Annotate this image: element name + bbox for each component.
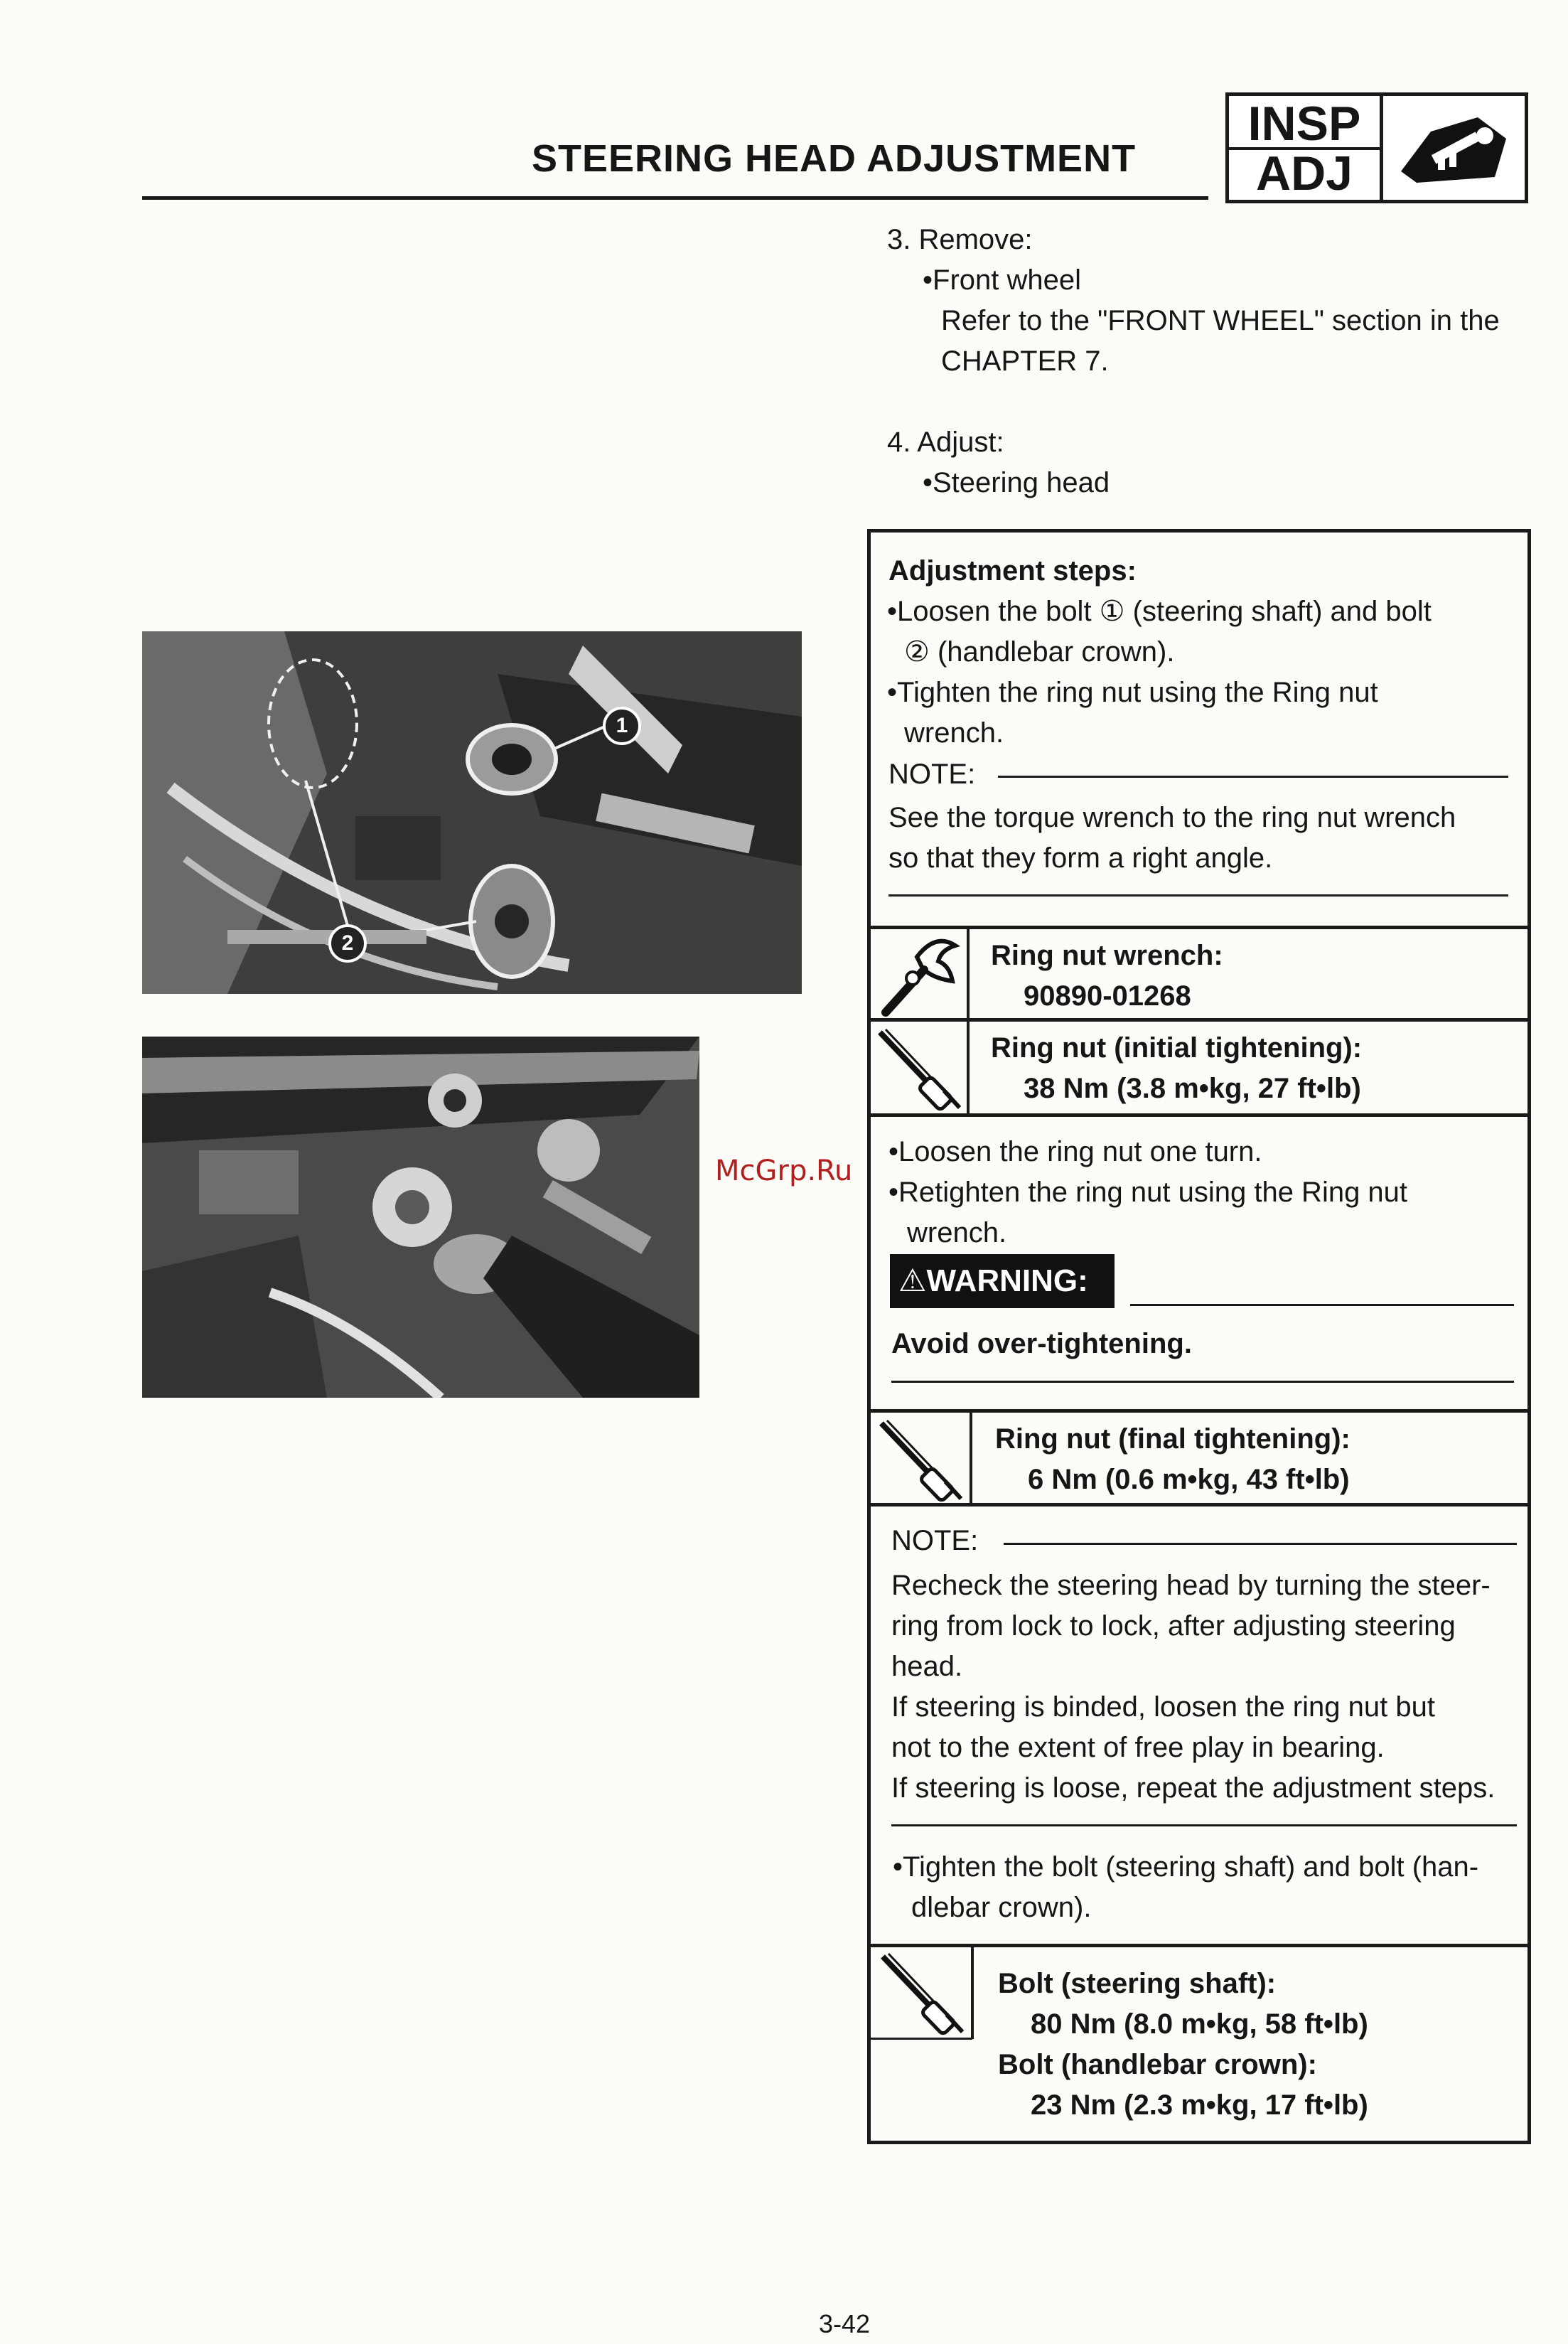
bolt-steering-shaft-label: Bolt (steering shaft): xyxy=(998,1968,1277,1999)
ring-nut-wrench-part-number: 90890-01268 xyxy=(1024,980,1191,1012)
note2-end-rule xyxy=(891,1824,1517,1826)
note-text: See the torque wrench to the ring nut wrench xyxy=(888,802,1456,833)
warning-rule xyxy=(1130,1304,1514,1306)
note-text-cont: so that they form a right angle. xyxy=(888,842,1273,874)
badge-adj: ADJ xyxy=(1255,146,1353,200)
spec-divider xyxy=(867,1018,1531,1022)
note2-line: Recheck the steering head by turning the steer- xyxy=(891,1570,1491,1601)
adjust-item: •Steering head xyxy=(923,467,1110,498)
note2-line: ring from lock to lock, after adjusting steering xyxy=(891,1610,1456,1642)
note2-line: If steering is binded, loosen the ring nut but xyxy=(891,1691,1435,1723)
note2-line: not to the extent of free play in bearing. xyxy=(891,1732,1385,1763)
note2-line: If steering is loose, repeat the adjustment steps. xyxy=(891,1772,1495,1804)
spec-divider xyxy=(867,1113,1531,1117)
adjustment-steps-title: Adjustment steps: xyxy=(888,555,1137,587)
remove-heading: 3. Remove: xyxy=(887,224,1033,255)
section-badge xyxy=(1225,92,1528,203)
torque-wrench-icon xyxy=(876,1947,968,2039)
spec-divider xyxy=(867,1503,1531,1507)
badge-divider xyxy=(1380,96,1383,200)
ring-nut-wrench-label: Ring nut wrench: xyxy=(991,940,1223,971)
step-retighten-ring-nut: •Retighten the ring nut using the Ring nut xyxy=(888,1177,1408,1208)
step-tighten-bolts-cont: dlebar crown). xyxy=(911,1892,1092,1923)
step-tighten-bolts: •Tighten the bolt (steering shaft) and bolt (han- xyxy=(893,1851,1479,1883)
step-loosen-bolts: •Loosen the bolt ① (steering shaft) and bolt xyxy=(887,596,1432,627)
badge-insp: INSP xyxy=(1229,100,1380,150)
title-rule xyxy=(142,196,1208,200)
note2-line: head. xyxy=(891,1651,963,1682)
torque-wrench-icon xyxy=(873,1022,965,1115)
final-tightening-value: 6 Nm (0.6 m•kg, 43 ft•lb) xyxy=(1028,1464,1350,1495)
spec-icon-divider xyxy=(971,1944,974,2039)
note2-rule xyxy=(1004,1543,1517,1545)
bolt-handlebar-crown-label: Bolt (handlebar crown): xyxy=(998,2049,1317,2080)
note-end-rule xyxy=(888,894,1508,897)
page-number: 3-42 xyxy=(819,2309,871,2338)
remove-reference: Refer to the "FRONT WHEEL" section in the xyxy=(941,305,1500,336)
spec-divider xyxy=(867,1409,1531,1413)
watermark: McGrp.Ru xyxy=(715,1155,853,1187)
bolt-steering-shaft-value: 80 Nm (8.0 m•kg, 58 ft•lb) xyxy=(1031,2008,1368,2040)
bolt-handlebar-crown-value: 23 Nm (2.3 m•kg, 17 ft•lb) xyxy=(1031,2089,1368,2121)
spec-icon-divider xyxy=(970,1409,972,1504)
step-tighten-ring-nut: •Tighten the ring nut using the Ring nut xyxy=(887,677,1378,708)
step-tighten-ring-nut-cont: wrench. xyxy=(904,717,1004,749)
step-loosen-bolts-cont: ② (handlebar crown). xyxy=(904,636,1175,668)
final-tightening-label: Ring nut (final tightening): xyxy=(995,1423,1350,1455)
adjust-heading: 4. Adjust: xyxy=(887,427,1004,458)
initial-tightening-value: 38 Nm (3.8 m•kg, 27 ft•lb) xyxy=(1024,1073,1361,1104)
remove-reference-chapter: CHAPTER 7. xyxy=(941,346,1109,377)
callout-2: 2 xyxy=(328,924,367,963)
wrench-screwdriver-icon xyxy=(1388,103,1519,191)
step-loosen-ring-nut: •Loosen the ring nut one turn. xyxy=(888,1136,1262,1167)
note2-label: NOTE: xyxy=(891,1525,979,1556)
step-retighten-ring-nut-cont: wrench. xyxy=(907,1217,1007,1248)
page-title: STEERING HEAD ADJUSTMENT xyxy=(532,137,1137,180)
warning-end-rule xyxy=(891,1381,1514,1383)
callout-1: 1 xyxy=(603,707,641,745)
note-rule xyxy=(998,776,1508,778)
initial-tightening-label: Ring nut (initial tightening): xyxy=(991,1032,1363,1064)
ring-nut-wrench-icon xyxy=(873,928,965,1021)
steering-head-photo-1 xyxy=(142,631,802,994)
warning-badge: ⚠WARNING: xyxy=(890,1254,1115,1308)
steering-head-photo-2 xyxy=(142,1037,699,1398)
warning-text: Avoid over-tightening. xyxy=(891,1328,1192,1359)
remove-item: •Front wheel xyxy=(923,264,1081,296)
note-label: NOTE: xyxy=(888,759,976,790)
torque-wrench-icon xyxy=(874,1413,967,1506)
